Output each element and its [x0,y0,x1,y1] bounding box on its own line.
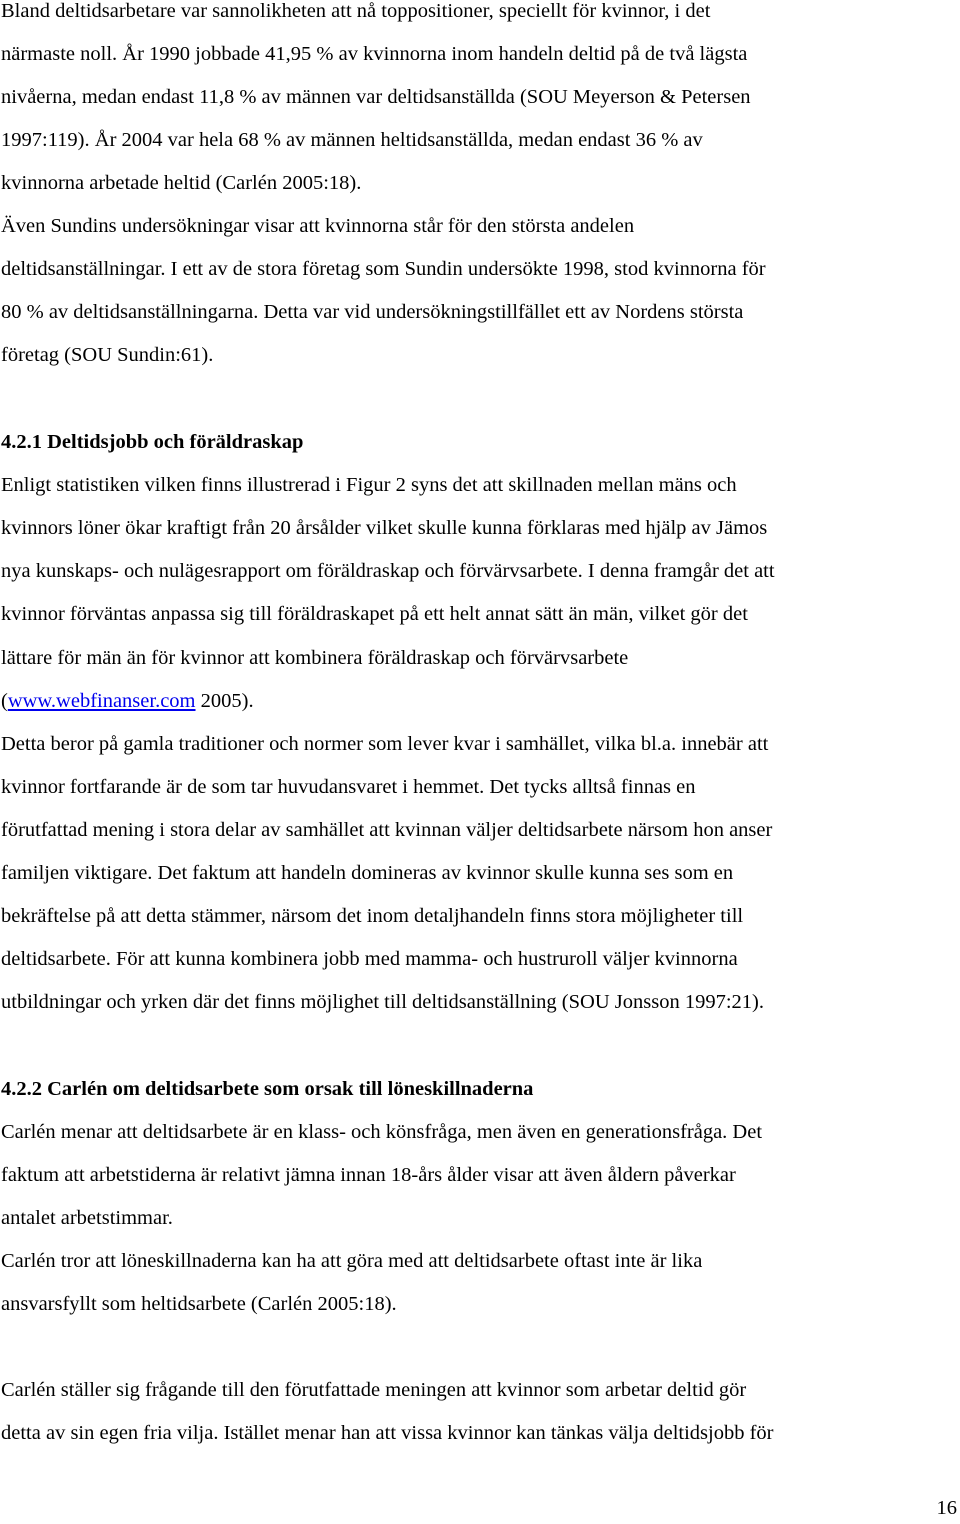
text-line: lättare för män än för kvinnor att kombinera föräldraskap och förvärvsarbete [1,647,629,669]
text-line: kvinnor förväntas anpassa sig till föräldraskapet på ett helt annat sätt än män, vilket gör det [1,603,748,625]
text-line: Carlén menar att deltidsarbete är en klass- och könsfråga, men även en generationsfråga. Det [1,1121,763,1143]
text-line: kvinnors löner ökar kraftigt från 20 årsålder vilket skulle kunna förklaras med hjälp av Jämos [1,517,768,539]
citation-year: 2005). [195,690,254,712]
text-line: deltidsanställningar. I ett av de stora företag som Sundin undersökte 1998, stod kvinnorna för [1,258,766,280]
text-line: detta av sin egen fria vilja. Istället menar han att vissa kvinnor kan tänkas välja deltidsjobb för [1,1422,774,1444]
page-number: 16 [936,1497,957,1519]
text-line: antalet arbetstimmar. [1,1207,173,1229]
text-line: kvinnor fortfarande är de som tar huvudansvaret i hemmet. Det tycks alltså finnas en [1,776,696,798]
text-line: Enligt statistiken vilken finns illustrerad i Figur 2 syns det att skillnaden mellan mäns och [1,474,737,496]
text-line: ansvarsfyllt som heltidsarbete (Carlén 2005:18). [1,1293,397,1315]
text-line: nya kunskaps- och nulägesrapport om föräldraskap och förvärvsarbete. I denna framgår det att [1,560,775,582]
text-line: bekräftelse på att detta stämmer, närsom det inom detaljhandeln finns stora möjligheter till [1,905,744,927]
text-line: Bland deltidsarbetare var sannolikheten att nå toppositioner, speciellt för kvinnor, i det [1,0,711,22]
text-line: Även Sundins undersökningar visar att kvinnorna står för den största andelen [1,215,635,237]
text-line: familjen viktigare. Det faktum att handeln domineras av kvinnor skulle kunna ses som en [1,862,734,884]
text-line: närmaste noll. År 1990 jobbade 41,95 % av kvinnorna inom handeln deltid på de två lägsta [1,43,748,65]
section-heading: 4.2.2 Carlén om deltidsarbete som orsak till löneskillnaderna [1,1078,534,1100]
webfinanser-link[interactable]: www.webfinanser.com [7,690,196,712]
text-line: 80 % av deltidsanställningarna. Detta var vid undersökningstillfället ett av Nordens största [1,301,744,323]
text-line: faktum att arbetstiderna är relativt jämna innan 18-års ålder visar att även åldern påverkar [1,1164,736,1186]
paren-open: ( [1,690,8,712]
text-line: förutfattad mening i stora delar av samhället att kvinnan väljer deltidsarbete närsom hon anser [1,819,773,841]
text-line: utbildningar och yrken där det finns möjlighet till deltidsanställning (SOU Jonsson 1997:21). [1,991,764,1013]
text-line: Carlén tror att löneskillnaderna kan ha att göra med att deltidsarbete oftast inte är lika [1,1250,703,1272]
text-line: 1997:119). År 2004 var hela 68 % av männen heltidsanställda, medan endast 36 % av [1,129,703,151]
text-line: Carlén ställer sig frågande till den förutfattade meningen att kvinnor som arbetar deltid gör [1,1379,747,1401]
text-line: Detta beror på gamla traditioner och normer som lever kvar i samhället, vilka bl.a. innebär att [1,733,769,755]
text-line: företag (SOU Sundin:61). [1,344,214,366]
text-line: nivåerna, medan endast 11,8 % av männen var deltidsanställda (SOU Meyerson & Petersen [1,86,751,108]
text-line: deltidsarbete. För att kunna kombinera jobb med mamma- och hustruroll väljer kvinnorna [1,948,738,970]
text-line-with-link [1,688,254,714]
section-heading: 4.2.1 Deltidsjobb och föräldraskap [1,431,304,453]
text-line: kvinnorna arbetade heltid (Carlén 2005:18). [1,172,362,194]
